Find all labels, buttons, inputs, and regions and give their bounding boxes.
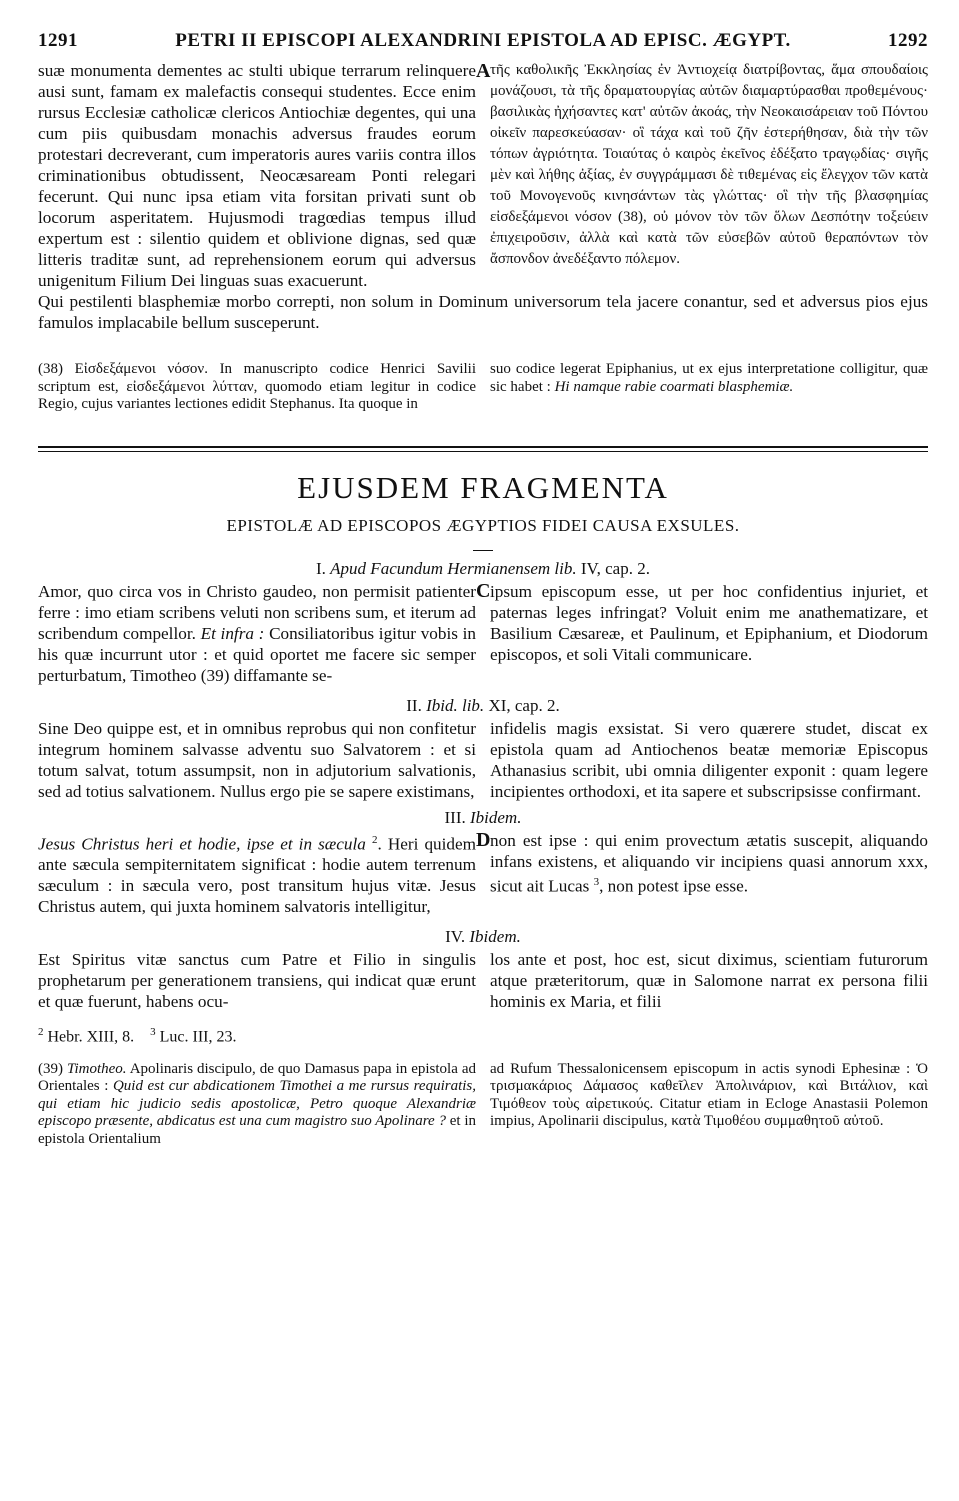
section-3-right-a: non est ipse : qui enim provectum ætatis suscepit, aliquando infans existens, et aliquando vir incipiens quasi annorum xxx, sicut ait Lucas <box>490 830 928 896</box>
section-reference: Apud Facundum Hermianensem lib. <box>330 558 577 578</box>
section-reference-tail: IV, cap. 2. <box>580 558 650 578</box>
column-marker-a: A <box>476 60 491 82</box>
section-2-right-text: infidelis magis exsistat. Si vero quærere studet, discat ex epistola quam ad Antiochenos beatæ memoriæ Episcopus Athanasius scribit, ubi omnia diligenter exponit : quam legere incipientes orthodoxi, et ita sapere et subscripsisse confirmant. <box>490 718 928 801</box>
footnote-38-right-text: suo codice legerat Epiphanius, ut ex ejus interpretatione colligitur, quæ sic habet : <box>490 361 928 395</box>
left-page-number: 1291 <box>38 30 78 51</box>
section-1-infra: Et infra : <box>200 623 265 643</box>
section-1-left-a: Amor, quo circa vos in Christo gaudeo, non permisit patienter ferre : imo etiam scribens veluti non scribens sum, et iterum ad scribendum compellor. <box>38 581 476 643</box>
footnote-39-left <box>38 1061 476 1149</box>
section-4-left <box>38 949 476 1012</box>
right-page-number: 1292 <box>888 30 928 51</box>
greek-text: τῆς καθολικῆς Ἐκκλησίας ἐν Ἀντιοχείᾳ διατρίβοντας, ἅμα σπουδαίοις μονάζουσι, τὰ τῆς δραματουργίας αὐτῶν διαμαρτύρασθαι προθεμένους· βασιλικὰς ἠχήσαντες κατ' αὐτῶν ἀκοάς, τὴν Νεοκαισάρειαν τοῦ Πόντου οἰκεῖν παρεσκεύασαν· οἳ τάχα καὶ τοῦ ζῆν ἐστερήθησαν, διὰ τὴν τῶν τόπων ἀγριότητα. Τοιαύτας ὁ καιρὸς ἐκεῖνος ἐδέξατο τραγῳδίας· σιγῆς μὲν καὶ λήθης ἀξίας, ἐν συγγράμμασι δὲ τιθεμένας εἰς ἔλεγχον τῶν κατὰ τοῦ Μονογενοῦς κινησάντων τὰς γλώττας· οἳ τὴν τῆς βλασφημίας εἰσδεξάμενοι νόσον (38), οὐ μόνον τὸν τῶν ὅλων Δεσπότην τοξεύειν ἐπιχειροῦσιν, ἀλλὰ καὶ κατὰ τῶν εὐσεβῶν αὐτοῦ θεραπόντων τὸν ἄσπονδον ἀνεδέξαντο πόλεμον. <box>490 62 928 267</box>
short-rule <box>473 550 493 551</box>
latin-text: suæ monumenta dementes ac stulti ubique terrarum relinquere ausi sunt, famam ex malefactis consequi studentes. Ecce enim rursus Ecclesiæ catholicæ clericos Antiochiæ degentes, qui una cum piis quibusdam monachis adversus fraudes eorum protestari decreverant, cum imperatoris aures variis contra illos criminationibus obtudissent, Neocæsaream Ponti relegari fecerunt. Qui nunc ipsa etiam vita forsitan privati sunt ob locorum asperitatem. Hujusmodi tragœdias tempus illud expertum est : silentio quidem et oblivione dignas, sed quæ litteris traditæ sunt, ad reprehensionem eorum qui adversus unigenitum Filium Dei linguas suas exacuerunt. <box>38 61 476 290</box>
section-reference: Ibid. lib. <box>426 695 485 715</box>
fragment-title: EJUSDEM FRAGMENTA <box>297 469 669 505</box>
footnote-38-right <box>490 361 928 414</box>
ref-number: 3 <box>150 1026 156 1039</box>
section-2-left <box>38 718 476 802</box>
footnote-38-left <box>38 361 476 414</box>
column-marker-c: C <box>476 579 491 602</box>
section-3-scripture: Jesus Christus heri et hodie, ipse et in sæcula <box>38 834 366 854</box>
section-4-right-text: los ante et post, hoc est, sicut diximus, scientiam futurorum atque præteritorum, quæ in Salomone narrat ex persona filii hominis ex Maria, et filii <box>490 950 928 1012</box>
section-reference: Ibidem. <box>469 927 521 947</box>
section-heading-1 <box>38 559 928 579</box>
section-3-left: Jesus Christus heri et hodie, ipse et in sæcula $^2$. Heri quidem ante sæcula sempiternitatem significat : hodie autem terrenum sæculum : in sæcula vero, post transitum hujus vitæ. Jesus Christus autem, qui juxta hominem salvatoris intelligitur, <box>38 833 476 917</box>
fragment-subtitle: EPISTOLÆ AD EPISCOPOS ÆGYPTIOS FIDEI CAUSA EXSULES. <box>226 515 740 535</box>
section-number: I. <box>316 558 326 578</box>
section-heading-4 <box>38 927 928 947</box>
footnote-39-head: (39) <box>38 1060 63 1077</box>
footnote-38 <box>38 361 928 414</box>
section-4-left-text: Est Spiritus vitæ sanctus cum Patre et Filio in singulis prophetarum per generationem transiens, qui indicat quæ erunt et quæ fuerunt, habens ocu- <box>38 950 476 1012</box>
section-4-columns <box>38 949 928 1012</box>
section-reference-tail: XI, cap. 2. <box>488 695 560 715</box>
footnote-39-right-text: ad Rufum Thessalonicensem episcopum in actis synodi Ephesinæ : Ὁ τρισμακάριος Δάμασος καθεῖλεν Ἀπολινάριον, καὶ Βιτάλιον, καὶ Τιμόθεον τοὺς αἱρετικούς. Citatur etiam in Ecloge Anastasii Polemon impius, Apolinarii discipulus, κατὰ Τιμοθέου συμμαθητοῦ αὐτοῦ. <box>490 1060 928 1130</box>
section-1-right <box>490 581 928 686</box>
section-4-right <box>490 949 928 1012</box>
ref-mark-2: 2 <box>371 833 378 846</box>
section-number: III. <box>444 807 466 827</box>
section-heading-3 <box>38 808 928 828</box>
page <box>38 30 928 1148</box>
section-2-right <box>490 718 928 802</box>
footnote-39-left-b: et in epistola Orientalium <box>38 1113 476 1147</box>
section-3-left-b: Heri quidem ante sæcula sempiternitatem significat : hodie autem terrenum sæculum : in sæcula vero, post transitum hujus vitæ. Jesus Christus autem, qui juxta hominem salvatoris intelligitur, <box>38 834 476 917</box>
section-1-left-b: Consiliatoribus igitur vobis in his quæ incurrunt utor : et quid oportet me facere sic semper perturbatum, Timotheo (39) diffamante se- <box>38 623 477 685</box>
footnote-39-word: Timotheo. <box>66 1060 127 1077</box>
running-header <box>38 30 928 60</box>
section-number: II. <box>406 695 422 715</box>
latin-column <box>38 60 476 291</box>
section-2-left-text: Sine Deo quippe est, et in omnibus reprobus qui non confitetur integrum hominem salvasse adventu suo Salvatorem : et si totum salvat, totum assumpsit, non in adjutorium salvationis, sed ad totius salvationem. Nullus ergo pie se sapere existimans, <box>38 718 476 801</box>
section-1-left <box>38 581 476 686</box>
ref-number: 2 <box>38 1026 44 1039</box>
footnote-39-right <box>490 1061 928 1149</box>
footnote-39 <box>38 1061 928 1149</box>
section-2-columns <box>38 718 928 802</box>
latin-continuation: Qui pestilenti blasphemiæ morbo correpti, non solum in Dominum universorum tela jacere conantur, sed et adversus pios ejus famulos implacabile bellum susceperunt. <box>38 292 928 332</box>
section-reference: Ibidem. <box>470 807 522 827</box>
column-marker-d: D <box>476 828 491 851</box>
footnote-38-quote: Hi namque rabie coarmati blasphemiæ. <box>554 378 794 395</box>
ref-luc: Luc. III, 23. <box>159 1028 237 1046</box>
footnote-39-quote: Quid est cur abdicationem Timothei a me rursus requiratis, qui etiam hic judicio sedis apostolicæ, Petro quoque Alexandriæ episcopo præsente, abdicatus est una cum magistro suo Apolinare ? <box>38 1078 476 1130</box>
top-columns <box>38 60 928 291</box>
greek-column <box>490 60 928 291</box>
section-1-columns <box>38 581 928 686</box>
ref-hebr: Hebr. XIII, 8. <box>47 1028 135 1046</box>
footnote-38-left-text: (38) Εἰσδεξάμενοι νόσον. In manuscripto codice Henrici Savilii scriptum est, εἰσδεξάμενοι λύτταν, quomodo etiam legitur in codice Regio, cujus variantes lectiones edidit Stephanus. Ita quoque in <box>38 361 476 412</box>
section-number: IV. <box>445 927 466 947</box>
section-3-columns <box>38 830 928 918</box>
ref-mark-3: 3 <box>593 875 600 888</box>
scripture-references <box>38 1026 928 1046</box>
running-title: PETRI II EPISCOPI ALEXANDRINI EPISTOLA AD EPISC. ÆGYPT. <box>175 30 791 51</box>
footnote-39-left-a: Apolinaris discipulo, de quo Damasus papa in epistola ad Orientales : <box>38 1060 476 1095</box>
section-1-right-text: ipsum episcopum esse, ut per hoc confidentius injuriet, et paternas leges infringat? Voluit enim me anathematizare, et Basilium Cæsareæ, et Paulinum, et Epiphanium, et Diodorum episcopos, et soli Vitali communicare. <box>490 581 928 664</box>
section-3-right <box>490 830 928 918</box>
section-heading-2 <box>38 696 928 716</box>
section-3-right-b: , non potest ipse esse. <box>599 876 749 896</box>
section-divider <box>38 446 928 452</box>
